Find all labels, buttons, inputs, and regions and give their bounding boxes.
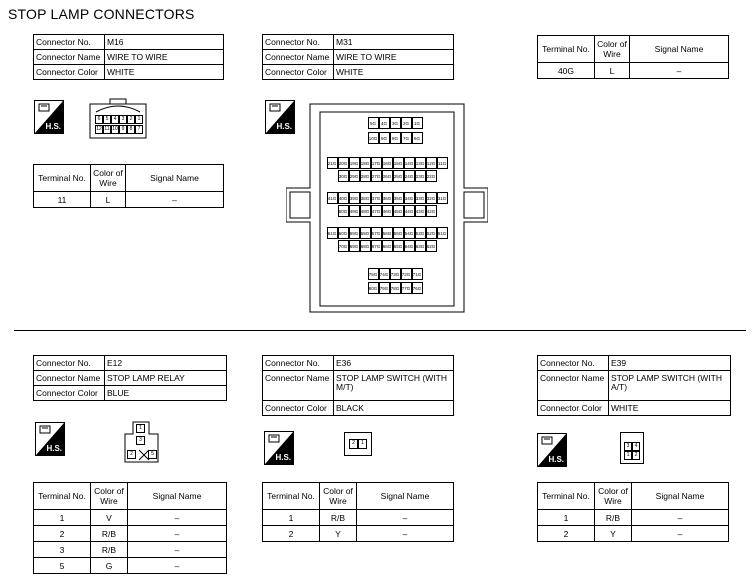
e36-rows (263, 510, 454, 542)
e12-pin-3: 3 (136, 436, 145, 445)
m31-pin: 67G (371, 240, 382, 252)
m31-pin: 42G (426, 205, 437, 217)
m31-pin: 3G (390, 117, 401, 129)
m31-pin: 12G (426, 157, 437, 169)
signal-name-cell: – (128, 558, 227, 574)
m31-connector-no: M31 (334, 35, 454, 50)
m31-pin: 27G (371, 170, 382, 182)
m31-pin: 63G (415, 240, 426, 252)
m31-pin: 11G (437, 157, 448, 169)
m16-pin: 9 (119, 125, 127, 134)
m31-pin: 49G (349, 205, 360, 217)
e39-terminal-table (537, 482, 729, 542)
m31-pin: 59G (349, 227, 360, 239)
signal-name-cell: – (630, 63, 729, 79)
e12-rows (34, 510, 227, 574)
e12-connector-no: E12 (105, 356, 227, 371)
m31-pin: 78G (390, 282, 401, 294)
m31-pin: 55G (393, 227, 404, 239)
terminal-row (34, 542, 227, 558)
terminal-row (538, 526, 729, 542)
m31-pin: 17G (371, 157, 382, 169)
label-connector-name: Connector Name (263, 371, 334, 401)
m31-pin: 65G (393, 240, 404, 252)
m31-pin: 57G (371, 227, 382, 239)
m31-pin: 41G (327, 192, 338, 204)
m31-connector-color: WHITE (334, 65, 454, 80)
m31-pin: 13G (415, 157, 426, 169)
terminal-no-cell: 5 (34, 558, 91, 574)
e12-connector-name: STOP LAMP RELAY (105, 371, 227, 386)
m31-pin: 24G (404, 170, 415, 182)
e12-connector-face (122, 420, 162, 464)
header-signal-name: Signal Name (357, 483, 454, 510)
m31-pin: 45G (393, 205, 404, 217)
wire-color-cell: Y (320, 526, 357, 542)
section-divider (14, 330, 746, 331)
m16-pin: 1 (135, 115, 143, 124)
header-terminal-no: Terminal No. (263, 483, 320, 510)
e12-pin-2: 2 (127, 450, 136, 459)
m16-pin: 11 (104, 126, 110, 132)
e12-pin-5: 5 (148, 450, 157, 459)
m16-info-table (33, 34, 224, 80)
hs-label: H.S. (275, 453, 291, 462)
m31-pin: 69G (349, 240, 360, 252)
header-signal-name: Signal Name (126, 165, 224, 192)
label-connector-no: Connector No. (34, 35, 105, 50)
m31-pin: 64G (404, 240, 415, 252)
m16-connector-color: WHITE (105, 65, 224, 80)
m31-pin: 66G (382, 240, 393, 252)
m31-pin: 52G (426, 227, 437, 239)
e39-connector-face (620, 432, 644, 464)
m31-pin: 26G (382, 170, 393, 182)
wire-color-cell: R/B (320, 510, 357, 526)
wire-color-cell: R/B (91, 542, 128, 558)
e36-harness-side-icon (264, 431, 294, 465)
e39-pin-3: 3 (624, 442, 632, 451)
m16-pin: 12 (96, 126, 102, 132)
m31-info-table (262, 34, 454, 80)
terminal-row (538, 510, 729, 526)
e39-connector-name: STOP LAMP SWITCH (WITH A/T) (609, 371, 731, 401)
m31-pin: 70G (338, 240, 349, 252)
page-title: STOP LAMP CONNECTORS (8, 6, 195, 22)
header-color-of-wire: Color of Wire (320, 483, 357, 510)
m16-pin: 5 (103, 115, 111, 124)
hs-label: H.S. (548, 455, 564, 464)
header-color-of-wire: Color of Wire (91, 165, 126, 192)
label-connector-no: Connector No. (538, 356, 609, 371)
e12-info-table (33, 355, 227, 401)
m31-pin: 37G (371, 192, 382, 204)
m16-rows (34, 192, 224, 208)
m16-pin: 4 (111, 115, 119, 124)
terminal-row (538, 63, 729, 79)
terminal-row (263, 510, 454, 526)
label-connector-name: Connector Name (34, 371, 105, 386)
m31-pin: 8G (390, 132, 401, 144)
m31-pin: 33G (415, 192, 426, 204)
hs-label: H.S. (45, 122, 61, 131)
m31-pin: 75G (368, 268, 379, 280)
label-connector-no: Connector No. (34, 356, 105, 371)
label-connector-name: Connector Name (538, 371, 609, 401)
m31-pin: 34G (404, 192, 415, 204)
m31-pin: 35G (393, 192, 404, 204)
e39-pin-2: 2 (632, 451, 640, 460)
e39-pin-1: 1 (624, 451, 632, 460)
label-connector-color: Connector Color (34, 386, 105, 401)
m16-terminal-table (33, 164, 224, 208)
m16-pin: 2 (127, 115, 135, 124)
m16-pin: 8 (127, 125, 135, 134)
wire-color-cell: L (595, 63, 630, 79)
m31-pin: 2G (401, 117, 412, 129)
m31-pin: 47G (371, 205, 382, 217)
m31-pin: 25G (393, 170, 404, 182)
m31-pin: 72G (401, 268, 412, 280)
m31-pin: 1G (412, 117, 423, 129)
signal-name-cell: – (632, 526, 729, 542)
wire-color-cell: V (91, 510, 128, 526)
label-connector-name: Connector Name (34, 50, 105, 65)
e36-pin-1: 1 (358, 439, 367, 449)
m31-terminal-table (537, 35, 729, 79)
header-terminal-no: Terminal No. (538, 483, 595, 510)
m31-pin: 61G (327, 227, 338, 239)
m31-pin: 56G (382, 227, 393, 239)
wire-color-cell: G (91, 558, 128, 574)
m16-pin: 7 (135, 125, 143, 134)
terminal-row (34, 558, 227, 574)
e36-connector-name: STOP LAMP SWITCH (WITH M/T) (334, 371, 454, 401)
m31-pin: 39G (349, 192, 360, 204)
e12-terminal-table (33, 482, 227, 574)
e12-harness-side-icon (35, 422, 65, 456)
terminal-row (34, 510, 227, 526)
m16-connector-face (88, 98, 148, 140)
m31-connector-name: WIRE TO WIRE (334, 50, 454, 65)
m31-pin: 79G (379, 282, 390, 294)
m31-pin: 46G (382, 205, 393, 217)
wire-color-cell: L (91, 192, 126, 208)
m31-pin: 28G (360, 170, 371, 182)
m31-pin: 30G (338, 170, 349, 182)
header-signal-name: Signal Name (128, 483, 227, 510)
m16-pin: 10 (112, 126, 118, 132)
m31-pin: 54G (404, 227, 415, 239)
terminal-no-cell: 1 (34, 510, 91, 526)
label-connector-color: Connector Color (263, 65, 334, 80)
m31-pin: 29G (349, 170, 360, 182)
m31-pin: 14G (404, 157, 415, 169)
e39-connector-no: E39 (609, 356, 731, 371)
m31-pin: 80G (368, 282, 379, 294)
m31-pin: 71G (412, 268, 423, 280)
e39-connector-color: WHITE (609, 401, 731, 416)
signal-name-cell: – (128, 526, 227, 542)
terminal-no-cell: 1 (538, 510, 595, 526)
terminal-no-cell: 3 (34, 542, 91, 558)
m31-pin: 19G (349, 157, 360, 169)
header-color-of-wire: Color of Wire (595, 483, 632, 510)
m31-pin: 4G (379, 117, 390, 129)
label-connector-no: Connector No. (263, 35, 334, 50)
terminal-row (34, 526, 227, 542)
header-color-of-wire: Color of Wire (595, 36, 630, 63)
e39-harness-side-icon (537, 433, 567, 467)
m31-pin: 40G (338, 192, 349, 204)
m31-pin: 21G (327, 157, 338, 169)
m31-pin: 44G (404, 205, 415, 217)
e39-info-table (537, 355, 731, 416)
m31-pin: 18G (360, 157, 371, 169)
signal-name-cell: – (126, 192, 224, 208)
header-terminal-no: Terminal No. (34, 165, 91, 192)
signal-name-cell: – (632, 510, 729, 526)
terminal-no-cell: 11 (34, 192, 91, 208)
m16-connector-name: WIRE TO WIRE (105, 50, 224, 65)
e39-pin-4: 4 (632, 442, 640, 451)
e36-connector-color: BLACK (334, 401, 454, 416)
m31-rows (538, 63, 729, 79)
e36-terminal-table (262, 482, 454, 542)
label-connector-name: Connector Name (263, 50, 334, 65)
terminal-row (263, 526, 454, 542)
e39-rows (538, 510, 729, 542)
m31-pin: 23G (415, 170, 426, 182)
m16-connector-no: M16 (105, 35, 224, 50)
m31-pin: 76G (412, 282, 423, 294)
m31-pin: 62G (426, 240, 437, 252)
label-connector-color: Connector Color (263, 401, 334, 416)
e12-pin-1: 1 (136, 424, 145, 433)
m31-pin: 77G (401, 282, 412, 294)
m31-pin: 58G (360, 227, 371, 239)
m31-pin: 5G (368, 117, 379, 129)
m31-pin: 36G (382, 192, 393, 204)
m16-pin: 3 (119, 115, 127, 124)
header-signal-name: Signal Name (632, 483, 729, 510)
m31-pin: 22G (426, 170, 437, 182)
m31-pin: 60G (338, 227, 349, 239)
m31-connector-face (286, 100, 488, 314)
e36-connector-no: E36 (334, 356, 454, 371)
m31-pin: 68G (360, 240, 371, 252)
header-color-of-wire: Color of Wire (91, 483, 128, 510)
m31-pin: 51G (437, 227, 448, 239)
e12-connector-color: BLUE (105, 386, 227, 401)
m31-pin: 15G (393, 157, 404, 169)
wire-color-cell: R/B (595, 510, 632, 526)
m31-pin: 43G (415, 205, 426, 217)
e36-info-table (262, 355, 454, 416)
signal-name-cell: – (357, 526, 454, 542)
terminal-no-cell: 1 (263, 510, 320, 526)
header-terminal-no: Terminal No. (34, 483, 91, 510)
m31-pin: 53G (415, 227, 426, 239)
m16-harness-side-icon (34, 100, 64, 134)
label-connector-color: Connector Color (34, 65, 105, 80)
m31-pin: 50G (338, 205, 349, 217)
m31-pin: 38G (360, 192, 371, 204)
m31-pin: 7G (401, 132, 412, 144)
e36-pin-2: 2 (349, 439, 358, 449)
terminal-no-cell: 40G (538, 63, 595, 79)
terminal-no-cell: 2 (538, 526, 595, 542)
label-connector-color: Connector Color (538, 401, 609, 416)
hs-label: H.S. (276, 122, 292, 131)
m31-pin: 48G (360, 205, 371, 217)
m31-pin: 74G (379, 268, 390, 280)
signal-name-cell: – (128, 510, 227, 526)
header-terminal-no: Terminal No. (538, 36, 595, 63)
m31-pin: 73G (390, 268, 401, 280)
m31-pin: 10G (368, 132, 379, 144)
label-connector-no: Connector No. (263, 356, 334, 371)
terminal-no-cell: 2 (34, 526, 91, 542)
terminal-no-cell: 2 (263, 526, 320, 542)
e36-connector-face (344, 432, 372, 456)
m31-pin: 31G (437, 192, 448, 204)
m31-pin: 20G (338, 157, 349, 169)
terminal-row (34, 192, 224, 208)
m31-pin: 16G (382, 157, 393, 169)
m16-pin: 6 (95, 115, 103, 124)
wire-color-cell: Y (595, 526, 632, 542)
signal-name-cell: – (357, 510, 454, 526)
header-signal-name: Signal Name (630, 36, 729, 63)
m31-pin: 9G (379, 132, 390, 144)
wire-color-cell: R/B (91, 526, 128, 542)
m31-pin: 32G (426, 192, 437, 204)
signal-name-cell: – (128, 542, 227, 558)
m31-pin: 6G (412, 132, 423, 144)
hs-label: H.S. (46, 444, 62, 453)
